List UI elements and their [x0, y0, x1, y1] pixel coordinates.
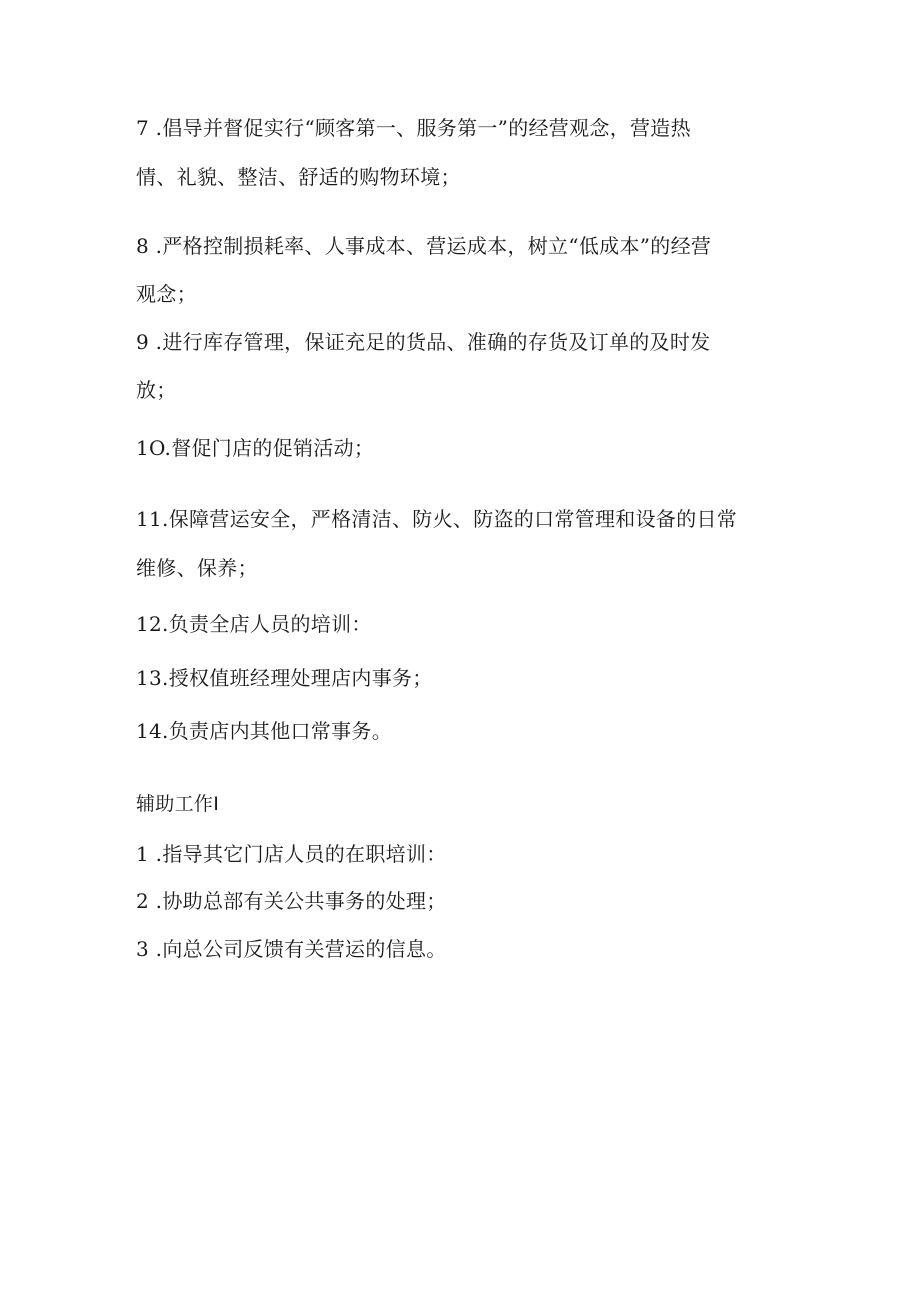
item-9-line-2: 放； — [136, 378, 177, 402]
item-9-line-1: 9 .进行库存管理，保证充足的货品、准确的存货及订单的及时发 — [136, 330, 711, 354]
item-7-line-2: 情、礼貌、整洁、舒适的购物环境； — [136, 165, 461, 189]
aux-item-1: 1 .指导其它门店人员的在职培训： — [136, 842, 447, 866]
item-12: 12.负责全店人员的培训： — [136, 612, 372, 636]
item-14: 14.负责店内其他口常事务。 — [136, 719, 393, 743]
item-8-line-2: 观念； — [136, 282, 197, 306]
section-heading: 辅助工作I — [136, 793, 220, 815]
item-11-line-2: 维修、保养； — [136, 556, 258, 580]
item-10: 1O.督促门店的促销活动； — [136, 436, 375, 460]
item-7-line-1: 7 .倡导并督促实行“顾客第一、服务第一”的经营观念，营造热 — [136, 116, 691, 140]
aux-item-2: 2 .协助总部有关公共事务的处理； — [136, 889, 447, 913]
aux-item-3: 3 .向总公司反馈有关营运的信息。 — [136, 937, 447, 961]
item-13: 13.授权值班经理处理店内事务； — [136, 666, 433, 690]
item-8-line-1: 8 .严格控制损耗率、人事成本、营运成本，树立“低成本”的经营 — [136, 234, 712, 258]
item-11-line-1: 11.保障营运安全，严格清洁、防火、防盗的口常管理和设备的日常 — [136, 507, 738, 531]
